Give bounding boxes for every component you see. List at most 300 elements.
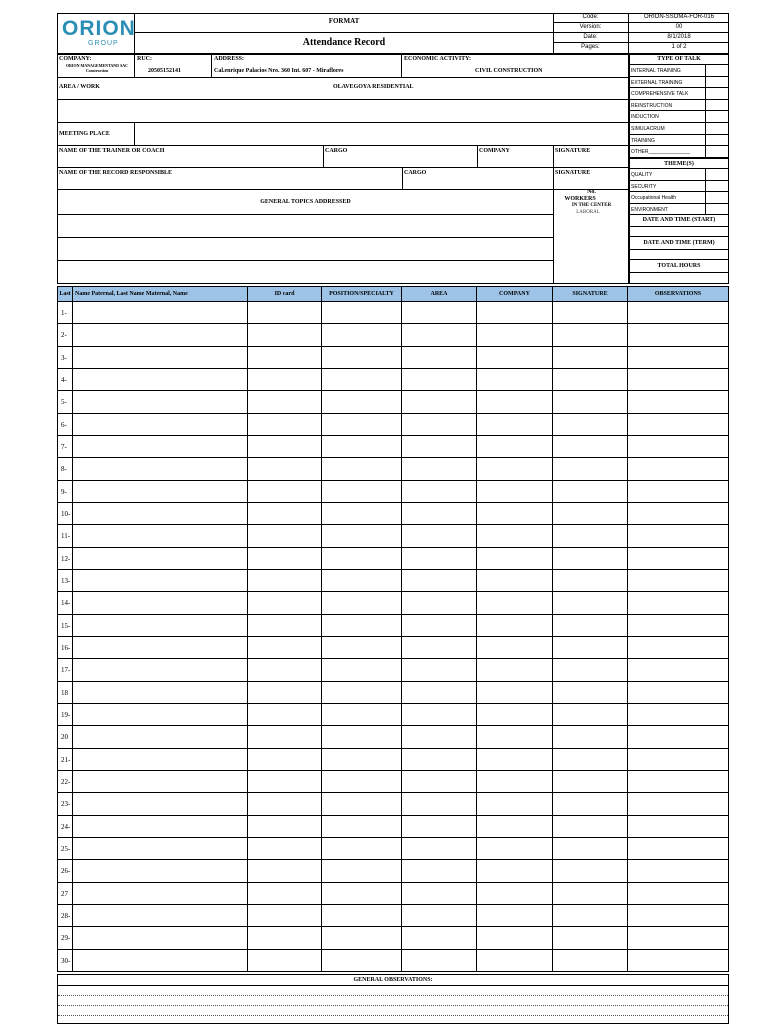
table-cell[interactable] [553,950,628,972]
table-cell[interactable] [322,458,402,480]
table-cell[interactable] [322,615,402,637]
table-cell[interactable] [553,458,628,480]
table-cell[interactable] [402,749,477,771]
table-cell[interactable] [553,592,628,614]
row-number-label: 10- [61,510,71,519]
table-cell[interactable] [73,905,248,927]
logo-subtext: GROUP [88,40,119,47]
table-cell[interactable] [553,615,628,637]
table-cell[interactable] [322,905,402,927]
table-row [57,749,729,771]
table-row [57,771,729,793]
table-cell[interactable] [402,682,477,704]
table-cell[interactable] [553,369,628,391]
table-cell[interactable] [553,548,628,570]
table-cell[interactable] [477,927,553,949]
table-cell[interactable] [322,503,402,525]
table-cell[interactable] [628,771,729,793]
table-cell[interactable] [248,682,322,704]
row-number [57,860,73,882]
row-number-label: 12- [61,554,71,563]
table-cell[interactable] [322,927,402,949]
table-cell[interactable] [402,615,477,637]
theme-row [629,169,729,181]
workers-sub: IN THE CENTER [571,203,612,208]
table-cell[interactable] [73,436,248,458]
row-number-label: 8- [61,465,67,474]
table-cell[interactable] [73,749,248,771]
table-cell[interactable] [73,793,248,815]
table-cell[interactable] [402,883,477,905]
table-cell[interactable] [553,324,628,346]
table-row [57,414,729,436]
table-cell[interactable] [628,749,729,771]
table-cell[interactable] [322,525,402,547]
talk-type-checkbox[interactable] [705,88,729,100]
talk-title: TYPE OF TALK [629,54,729,65]
table-cell[interactable] [322,481,402,503]
table-cell[interactable] [553,347,628,369]
table-cell[interactable] [73,481,248,503]
meeting-row [57,123,629,146]
table-cell[interactable] [73,860,248,882]
table-cell[interactable] [477,592,553,614]
responsible-cargo-label: CARGO [404,170,427,176]
table-cell[interactable] [628,525,729,547]
table-cell[interactable] [477,436,553,458]
talk-type-checkbox[interactable] [705,146,729,158]
area-value: OLAVEGOYA RESIDENTIAL [333,84,414,90]
table-cell[interactable] [248,659,322,681]
row-number [57,592,73,614]
table-cell[interactable] [477,414,553,436]
talk-type-checkbox[interactable] [705,135,729,147]
table-row [57,793,729,815]
table-cell[interactable] [553,927,628,949]
table-cell[interactable] [248,347,322,369]
table-cell[interactable] [628,838,729,860]
table-cell[interactable] [477,347,553,369]
meta-code-label: Code: [553,13,628,23]
table-cell[interactable] [553,726,628,748]
table-cell[interactable] [73,347,248,369]
table-cell[interactable] [477,369,553,391]
table-cell[interactable] [477,860,553,882]
table-cell[interactable] [322,771,402,793]
table-cell[interactable] [402,369,477,391]
table-cell[interactable] [322,950,402,972]
table-cell[interactable] [402,726,477,748]
row-number-label: 14- [61,599,71,608]
table-cell[interactable] [628,950,729,972]
table-cell[interactable] [73,548,248,570]
table-cell[interactable] [402,481,477,503]
talk-type-checkbox[interactable] [705,111,729,123]
logo-text: ORION [62,17,136,40]
table-cell[interactable] [73,704,248,726]
table-cell[interactable] [553,704,628,726]
table-cell[interactable] [322,704,402,726]
table-cell[interactable] [477,838,553,860]
table-cell[interactable] [248,838,322,860]
table-cell[interactable] [402,302,477,324]
table-cell[interactable] [477,458,553,480]
table-cell[interactable] [73,503,248,525]
table-cell[interactable] [553,771,628,793]
table-cell[interactable] [73,369,248,391]
table-cell[interactable] [628,883,729,905]
table-cell[interactable] [553,749,628,771]
table-cell[interactable] [73,950,248,972]
talk-type-checkbox[interactable] [705,123,729,135]
table-cell[interactable] [248,615,322,637]
table-cell[interactable] [322,570,402,592]
table-cell[interactable] [73,570,248,592]
table-cell[interactable] [322,726,402,748]
table-cell[interactable] [628,369,729,391]
table-cell[interactable] [628,302,729,324]
theme-checkbox[interactable] [705,192,729,204]
table-cell[interactable] [477,570,553,592]
table-row [57,458,729,480]
row-number-label: 2- [61,331,67,340]
table-cell[interactable] [628,503,729,525]
table-cell[interactable] [553,860,628,882]
meta-date-label: Date: [553,33,628,43]
table-cell[interactable] [628,324,729,346]
table-cell[interactable] [73,682,248,704]
table-cell[interactable] [628,816,729,838]
table-cell[interactable] [73,324,248,346]
table-cell[interactable] [402,525,477,547]
table-cell[interactable] [248,414,322,436]
table-cell[interactable] [477,816,553,838]
talk-type-label: EXTERNAL TRAINING [631,79,683,86]
table-cell[interactable] [628,347,729,369]
row-number-label: 15- [61,621,71,630]
table-row [57,570,729,592]
table-cell[interactable] [628,704,729,726]
table-cell[interactable] [628,659,729,681]
table-cell[interactable] [628,570,729,592]
table-cell[interactable] [248,883,322,905]
table-row [57,950,729,972]
responsible-signature-label: SIGNATURE [555,170,591,176]
table-cell[interactable] [322,749,402,771]
table-cell[interactable] [628,615,729,637]
table-cell[interactable] [477,682,553,704]
table-cell[interactable] [477,950,553,972]
table-cell[interactable] [248,391,322,413]
date-term-value[interactable] [629,250,729,260]
table-cell[interactable] [402,950,477,972]
table-cell[interactable] [553,637,628,659]
table-cell[interactable] [553,905,628,927]
table-cell[interactable] [477,749,553,771]
table-cell[interactable] [477,615,553,637]
row-number [57,347,73,369]
total-hours-value[interactable] [629,273,729,284]
table-cell[interactable] [628,860,729,882]
table-cell[interactable] [402,860,477,882]
date-start-label: DATE AND TIME (START) [629,215,729,227]
table-cell[interactable] [402,793,477,815]
theme-checkbox[interactable] [705,181,729,193]
table-cell[interactable] [322,324,402,346]
talk-type-checkbox[interactable] [705,65,729,77]
table-cell[interactable] [553,838,628,860]
table-cell[interactable] [628,726,729,748]
table-cell[interactable] [553,414,628,436]
table-cell[interactable] [477,793,553,815]
table-cell[interactable] [628,391,729,413]
table-cell[interactable] [248,704,322,726]
row-number-label: 16- [61,644,71,653]
table-cell[interactable] [477,324,553,346]
company-value: ORION MANAGEMENTAND SAC Construction [65,63,129,73]
table-cell[interactable] [477,637,553,659]
table-cell[interactable] [248,927,322,949]
table-cell[interactable] [402,659,477,681]
table-cell[interactable] [402,458,477,480]
table-cell[interactable] [628,481,729,503]
company-logo [62,17,134,51]
table-cell[interactable] [628,414,729,436]
date-start-value[interactable] [629,227,729,237]
table-cell[interactable] [322,883,402,905]
table-cell[interactable] [322,548,402,570]
talk-type-checkbox[interactable] [705,77,729,89]
row-number-label: 20 [61,733,68,742]
row-number-label: 21- [61,755,71,764]
table-cell[interactable] [402,637,477,659]
table-cell[interactable] [248,793,322,815]
table-cell[interactable] [553,816,628,838]
meta-version-label: Version: [553,23,628,33]
table-cell[interactable] [248,525,322,547]
table-cell[interactable] [248,950,322,972]
workers-label: WORKERS [564,196,596,202]
table-cell[interactable] [628,592,729,614]
table-cell[interactable] [73,771,248,793]
table-cell[interactable] [248,548,322,570]
table-cell[interactable] [322,659,402,681]
table-cell[interactable] [402,324,477,346]
table-cell[interactable] [322,637,402,659]
table-cell[interactable] [73,615,248,637]
meta-date-value: 8/1/2018 [629,33,729,43]
table-cell[interactable] [73,816,248,838]
table-cell[interactable] [73,637,248,659]
table-cell[interactable] [553,525,628,547]
table-cell[interactable] [248,771,322,793]
table-cell[interactable] [402,436,477,458]
table-cell[interactable] [477,302,553,324]
talk-type-checkbox[interactable] [705,100,729,112]
table-cell[interactable] [477,905,553,927]
topics-line2 [57,215,554,238]
table-cell[interactable] [402,391,477,413]
row-number [57,637,73,659]
table-cell[interactable] [402,816,477,838]
table-cell[interactable] [248,324,322,346]
observation-line-1[interactable] [58,986,728,996]
talk-type-row [629,100,729,112]
table-cell[interactable] [73,838,248,860]
table-cell[interactable] [322,369,402,391]
table-cell[interactable] [477,726,553,748]
table-cell[interactable] [402,704,477,726]
table-cell[interactable] [73,458,248,480]
row-number [57,503,73,525]
table-row [57,324,729,346]
table-cell[interactable] [73,726,248,748]
table-cell[interactable] [322,682,402,704]
observation-line-3[interactable] [58,1006,728,1016]
table-cell[interactable] [322,838,402,860]
table-cell[interactable] [322,414,402,436]
table-cell[interactable] [402,838,477,860]
table-cell[interactable] [248,481,322,503]
table-cell[interactable] [628,905,729,927]
table-cell[interactable] [553,436,628,458]
table-cell[interactable] [73,525,248,547]
table-cell[interactable] [248,816,322,838]
trainer-signature-label: SIGNATURE [555,148,591,154]
table-cell[interactable] [73,927,248,949]
observation-line-2[interactable] [58,996,728,1006]
table-cell[interactable] [248,726,322,748]
table-cell[interactable] [628,793,729,815]
talk-type-label: SIMULACRUM [631,126,665,132]
table-cell[interactable] [248,637,322,659]
table-cell[interactable] [553,883,628,905]
row-number-label: 17- [61,666,71,675]
blank-row [57,100,629,123]
table-cell[interactable] [248,436,322,458]
table-cell[interactable] [248,860,322,882]
column-header: AREA [402,286,477,302]
theme-row [629,181,729,193]
table-cell[interactable] [73,659,248,681]
table-cell[interactable] [322,793,402,815]
table-cell[interactable] [628,637,729,659]
table-cell[interactable] [402,414,477,436]
table-cell[interactable] [322,592,402,614]
table-cell[interactable] [322,302,402,324]
table-cell[interactable] [402,570,477,592]
table-cell[interactable] [402,548,477,570]
theme-checkbox[interactable] [705,169,729,181]
table-cell[interactable] [73,302,248,324]
table-cell[interactable] [248,369,322,391]
meta-pages-label: Pages: [581,44,600,50]
table-cell[interactable] [553,570,628,592]
table-cell[interactable] [73,592,248,614]
table-cell[interactable] [628,548,729,570]
topics-line3 [57,238,554,261]
table-cell[interactable] [322,436,402,458]
table-cell[interactable] [248,302,322,324]
table-cell[interactable] [248,592,322,614]
ruc-value: 20505152141 [148,68,181,74]
table-cell[interactable] [628,927,729,949]
column-header: COMPANY [477,286,553,302]
table-cell[interactable] [553,793,628,815]
theme-checkbox[interactable] [705,204,729,216]
table-cell[interactable] [322,860,402,882]
table-cell[interactable] [322,347,402,369]
trainer-company-label: COMPANY [479,148,510,154]
table-cell[interactable] [553,503,628,525]
table-cell[interactable] [477,659,553,681]
table-cell[interactable] [477,503,553,525]
activity-label: ECONOMIC ACTIVITY: [404,56,471,62]
table-row [57,860,729,882]
table-cell[interactable] [73,391,248,413]
row-number-label: 1- [61,309,67,318]
table-cell[interactable] [402,347,477,369]
table-cell[interactable] [248,503,322,525]
table-cell[interactable] [553,391,628,413]
table-cell[interactable] [402,905,477,927]
table-cell[interactable] [553,481,628,503]
table-row [57,391,729,413]
table-cell[interactable] [477,391,553,413]
row-number [57,726,73,748]
table-cell[interactable] [248,570,322,592]
table-cell[interactable] [477,481,553,503]
table-cell[interactable] [248,458,322,480]
table-cell[interactable] [402,771,477,793]
row-number-label: 27 [61,889,68,898]
table-row [57,905,729,927]
table-cell[interactable] [477,883,553,905]
row-number-label: 30- [61,956,71,965]
table-cell[interactable] [402,927,477,949]
column-header: POSITION/SPECIALTY [322,286,402,302]
talk-type-label: INDUCTION [631,114,659,121]
row-number [57,481,73,503]
row-number-label: 3- [61,353,67,362]
table-cell[interactable] [477,771,553,793]
table-cell[interactable] [477,548,553,570]
table-cell[interactable] [322,816,402,838]
table-row [57,369,729,391]
table-cell[interactable] [73,883,248,905]
row-number [57,436,73,458]
table-cell[interactable] [402,592,477,614]
table-cell[interactable] [322,391,402,413]
address-value: Cal.enrique Palacios Nro. 360 Int. 607 - Miraflores [214,68,344,74]
table-cell[interactable] [248,905,322,927]
responsible-label: NAME OF THE RECORD RESPONSIBLE [59,170,173,176]
table-cell[interactable] [553,659,628,681]
table-cell[interactable] [477,525,553,547]
table-cell[interactable] [553,302,628,324]
table-row [57,816,729,838]
table-cell[interactable] [73,414,248,436]
table-row [57,838,729,860]
table-cell[interactable] [628,436,729,458]
table-cell[interactable] [628,682,729,704]
table-cell[interactable] [248,749,322,771]
theme-row [629,192,729,204]
table-cell[interactable] [553,682,628,704]
table-cell[interactable] [402,503,477,525]
table-cell[interactable] [477,704,553,726]
table-cell[interactable] [628,458,729,480]
